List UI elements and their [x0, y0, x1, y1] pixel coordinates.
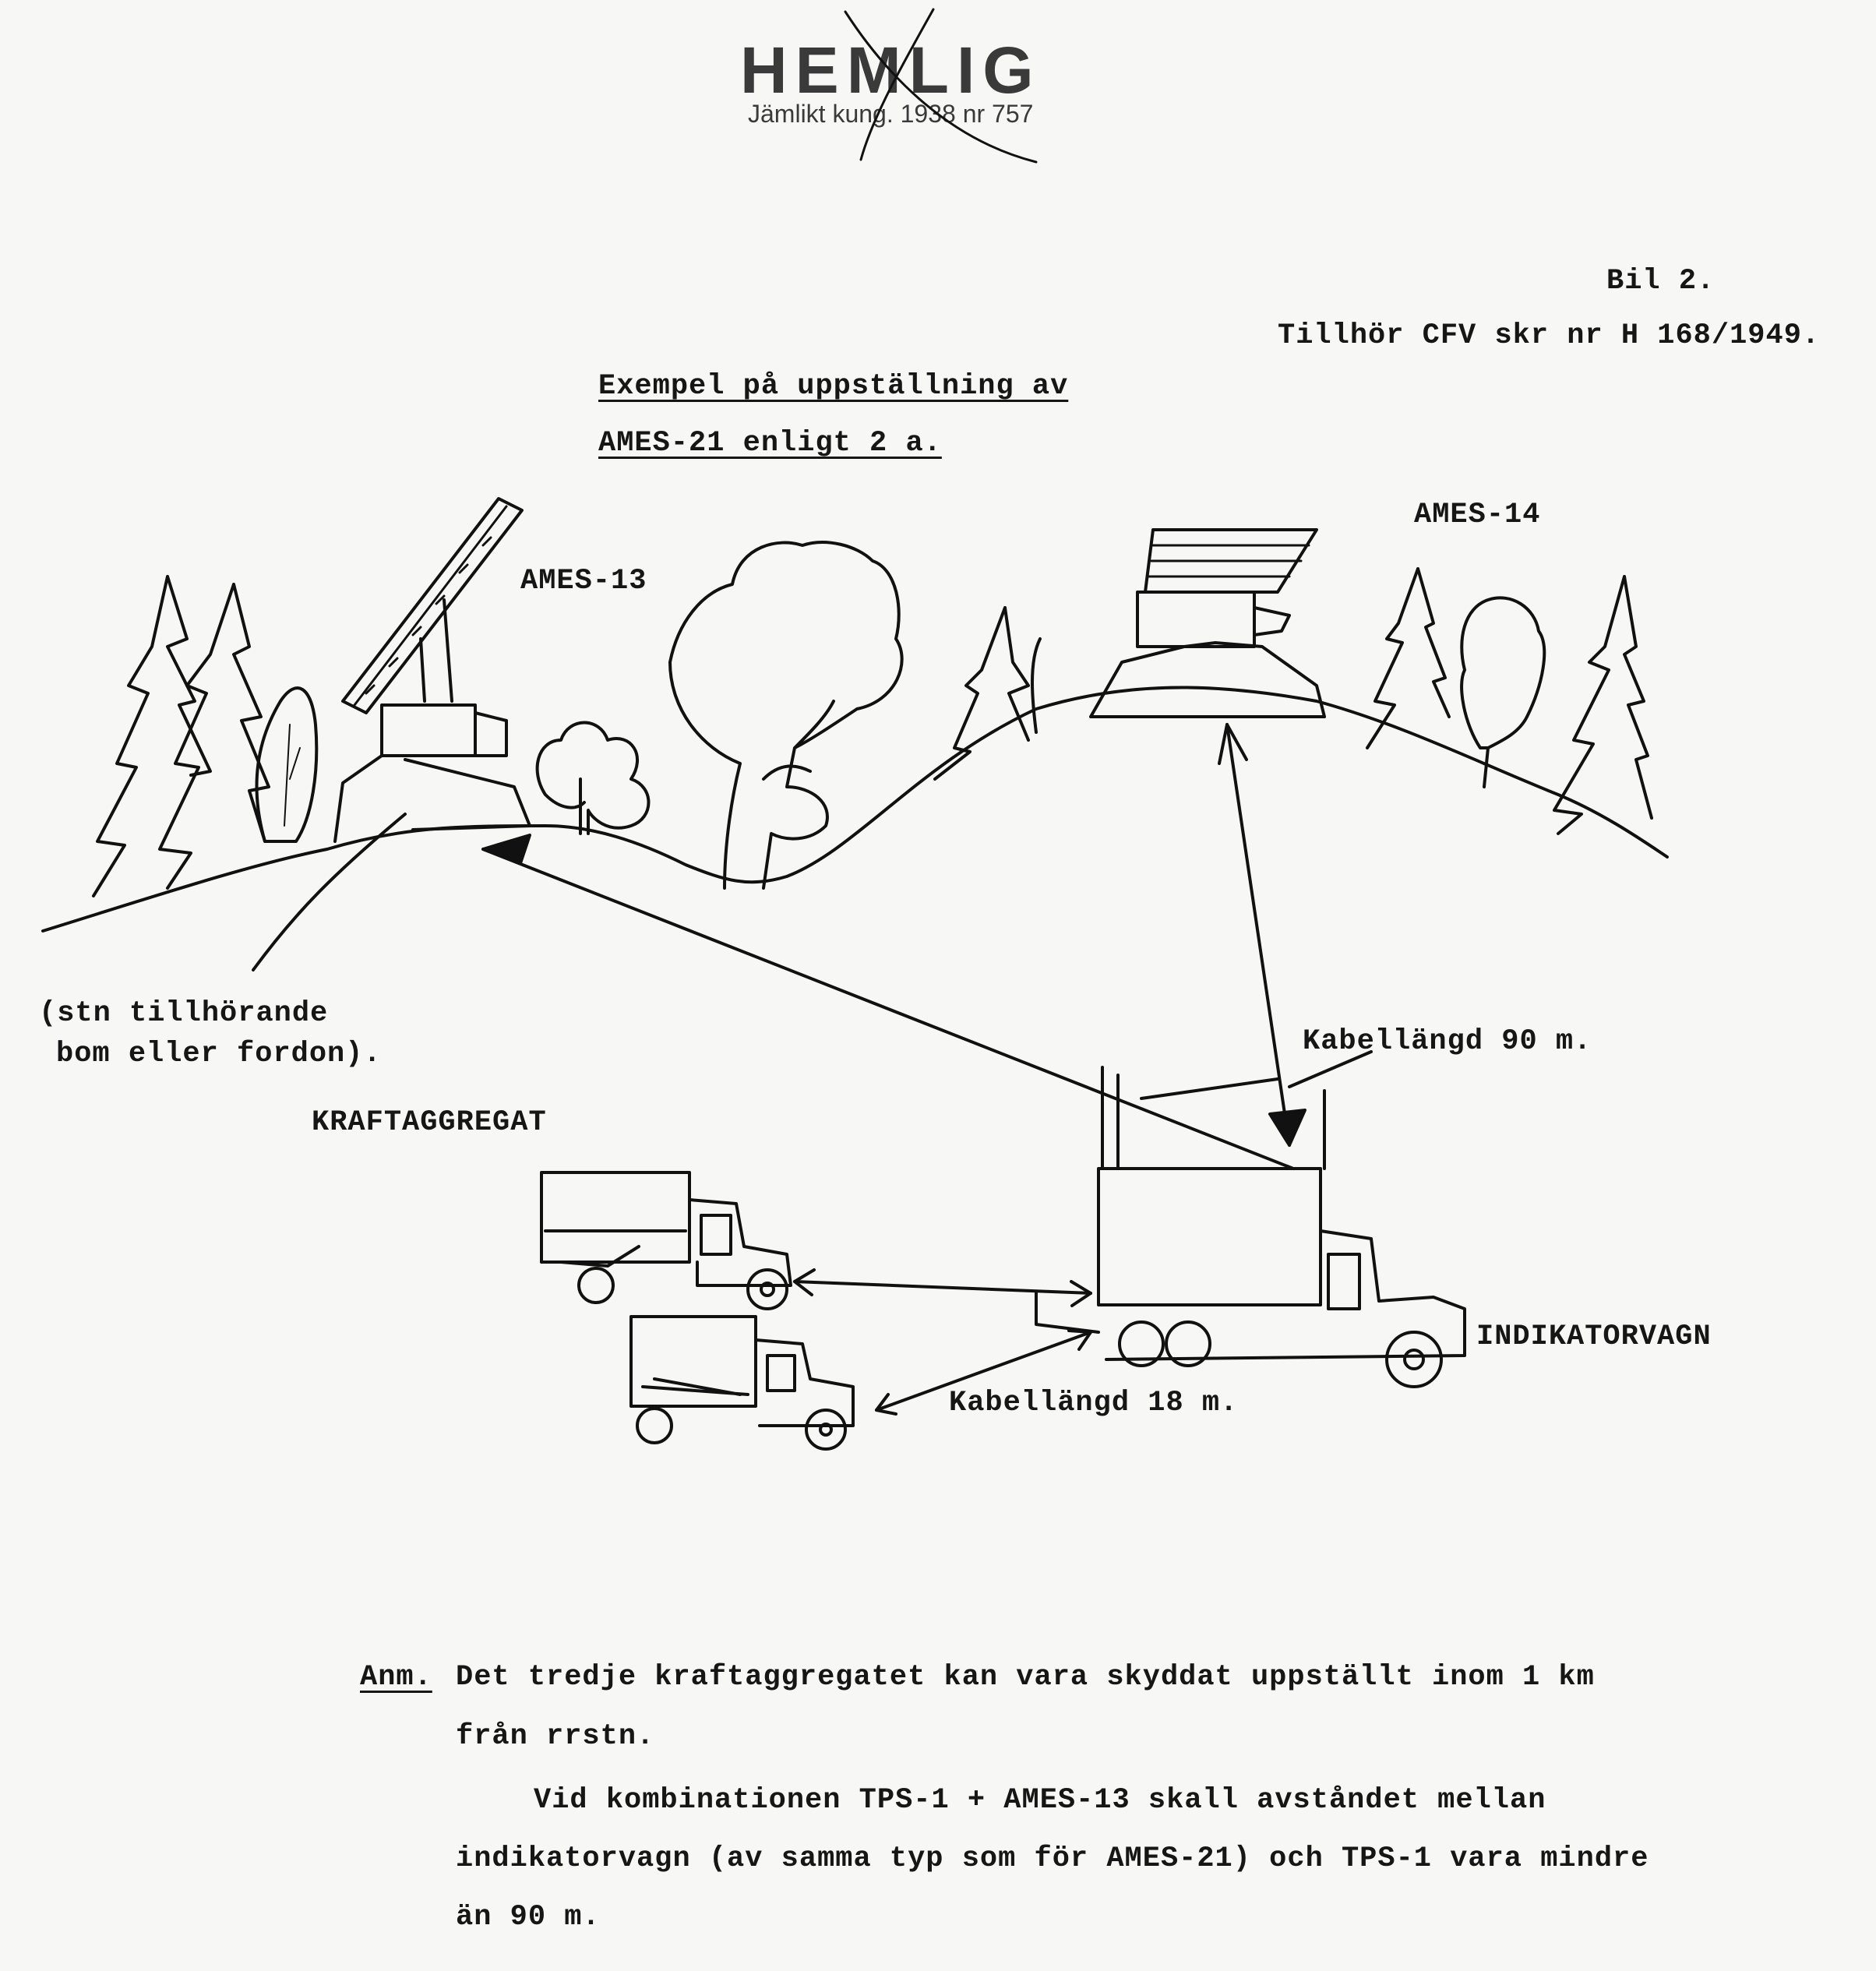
indikatorvagn-truck	[1036, 1067, 1465, 1387]
kraftaggregat-truck-2	[631, 1317, 853, 1449]
attachment-number: Bil 2.	[1606, 265, 1716, 298]
label-cable-90: Kabellängd 90 m.	[1303, 1025, 1592, 1058]
remark-line-4: indikatorvagn (av samma typ som för AMES-21) och TPS-1 vara mindre	[456, 1842, 1649, 1875]
note-leader	[253, 814, 405, 970]
remark-line-2: från rrstn.	[456, 1720, 655, 1753]
kabellangd-90-leaders	[1141, 1052, 1371, 1098]
remark-line-5: än 90 m.	[456, 1901, 601, 1934]
note-line-1: (stn tillhörande	[39, 997, 329, 1030]
middle-conifer	[935, 608, 1040, 779]
remark-prefix: Anm.	[360, 1661, 432, 1694]
label-kraftaggregat: KRAFTAGGREGAT	[312, 1106, 547, 1139]
right-conifer-2	[1554, 576, 1652, 834]
cable-arrow-ames13	[483, 849, 1293, 1169]
label-cable-18: Kabellängd 18 m.	[949, 1387, 1239, 1419]
stamp-strike-1	[861, 9, 933, 160]
small-tree	[538, 723, 649, 834]
cable-kraft-1	[795, 1282, 1091, 1293]
title-line-2: AMES-21 enligt 2 a.	[598, 427, 942, 460]
label-indikatorvagn: INDIKATORVAGN	[1476, 1320, 1712, 1353]
label-ames-14: AMES-14	[1414, 499, 1541, 531]
ground-line	[43, 688, 1667, 932]
label-ames-13: AMES-13	[520, 565, 647, 598]
remark-line-1: Det tredje kraftaggregatet kan vara skyddat uppställt inom 1 km	[456, 1661, 1595, 1694]
stamp-strike-2	[845, 12, 1036, 162]
classification-stamp: HEMLIG	[740, 33, 1042, 107]
left-tree-2	[160, 584, 269, 888]
document-reference: Tillhör CFV skr nr H 168/1949.	[1278, 319, 1821, 352]
stamp-reference: Jämlikt kung. 1938 nr 757	[748, 100, 1034, 128]
remark-line-3: Vid kombinationen TPS-1 + AMES-13 skall avståndet mellan	[534, 1784, 1546, 1817]
ames-13-station	[335, 499, 530, 841]
large-tree	[670, 542, 902, 888]
left-tree-1	[93, 576, 210, 896]
left-bush	[257, 688, 317, 841]
note-line-2: bom eller fordon).	[56, 1038, 382, 1070]
title-line-1: Exempel på uppställning av	[598, 370, 1069, 403]
kraftaggregat-truck-1	[541, 1172, 791, 1309]
